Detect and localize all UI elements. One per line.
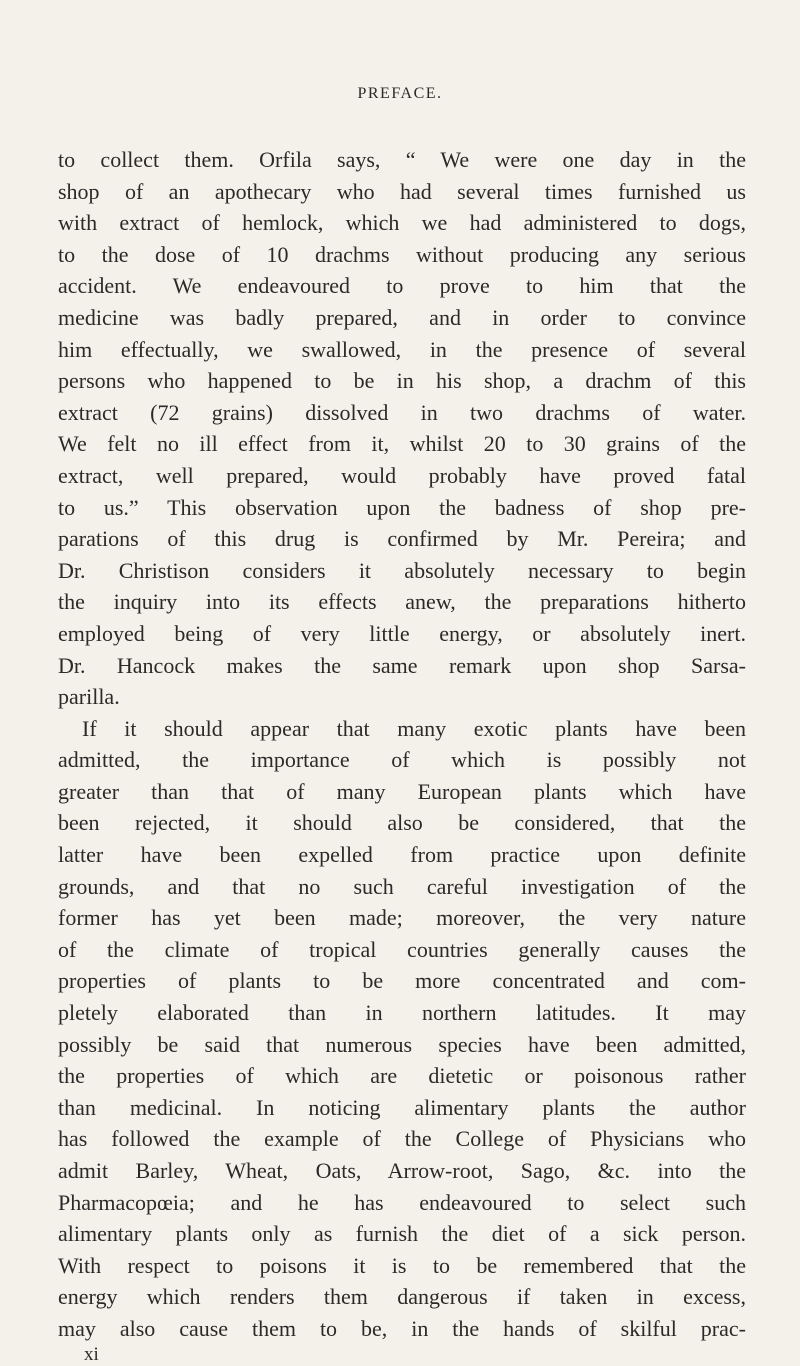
text-line: to collect them. Orfila says, “ We were one day in the — [58, 147, 746, 172]
text-line: Pharmacopœia; and he has endeavoured to select such — [58, 1189, 746, 1215]
text-line: parations of this drug is confirmed by Mr. Pereira; and — [58, 526, 746, 552]
body-text — [58, 144, 746, 1345]
text-line: If it should appear that many exotic plants have been — [82, 715, 746, 741]
page-number: xi — [84, 1344, 99, 1365]
text-line: energy which renders them dangerous if taken in excess, — [58, 1284, 746, 1310]
text-line: Dr. Christison considers it absolutely necessary to begin — [58, 557, 746, 583]
text-line: former has yet been made; moreover, the very nature — [58, 905, 746, 931]
text-line: grounds, and that no such careful investigation of the — [58, 873, 746, 899]
text-line: greater than that of many European plants which have — [58, 778, 746, 804]
text-line: accident. We endeavoured to prove to him that the — [58, 273, 746, 299]
text-line: to the dose of 10 drachms without producing any serious — [58, 241, 746, 267]
text-line: with extract of hemlock, which we had administered to dogs, — [58, 210, 746, 236]
text-line: We felt no ill effect from it, whilst 20 to 30 grains of the — [58, 431, 746, 457]
text-line: extract (72 grains) dissolved in two drachms of water. — [58, 399, 746, 425]
text-line: the properties of which are dietetic or poisonous rather — [58, 1063, 746, 1089]
text-line: persons who happened to be in his shop, a drachm of this — [58, 368, 746, 394]
text-line: With respect to poisons it is to be remembered that the — [58, 1252, 746, 1278]
text-line: admit Barley, Wheat, Oats, Arrow-root, Sago, &c. into the — [58, 1158, 746, 1183]
text-line: alimentary plants only as furnish the diet of a sick person. — [58, 1221, 746, 1247]
text-line: him effectually, we swallowed, in the presence of several — [58, 336, 746, 362]
text-line: properties of plants to be more concentrated and com- — [58, 968, 746, 994]
text-line: admitted, the importance of which is possibly not — [58, 747, 746, 773]
text-line: possibly be said that numerous species have been admitted, — [58, 1031, 746, 1057]
running-head: PREFACE. — [357, 85, 443, 102]
text-line: latter have been expelled from practice upon definite — [58, 842, 746, 868]
text-line: parilla. — [58, 684, 120, 710]
text-line: extract, well prepared, would probably have proved fatal — [58, 462, 746, 488]
text-line: been rejected, it should also be considered, that the — [58, 810, 746, 836]
text-line: the inquiry into its effects anew, the preparations hitherto — [58, 589, 746, 615]
text-line: of the climate of tropical countries generally causes the — [58, 936, 746, 962]
text-line: Dr. Hancock makes the same remark upon shop Sarsa- — [58, 652, 746, 678]
text-line: pletely elaborated than in northern latitudes. It may — [58, 1000, 746, 1026]
text-line: to us.” This observation upon the badness of shop pre- — [58, 494, 746, 520]
text-line: medicine was badly prepared, and in order to convince — [58, 304, 746, 330]
text-line: employed being of very little energy, or absolutely inert. — [58, 620, 746, 646]
text-line: shop of an apothecary who had several times furnished us — [58, 178, 746, 204]
text-line: has followed the example of the College of Physicians who — [58, 1126, 746, 1152]
text-line: may also cause them to be, in the hands of skilful prac- — [58, 1315, 746, 1341]
text-line: than medicinal. In noticing alimentary plants the author — [58, 1094, 746, 1120]
